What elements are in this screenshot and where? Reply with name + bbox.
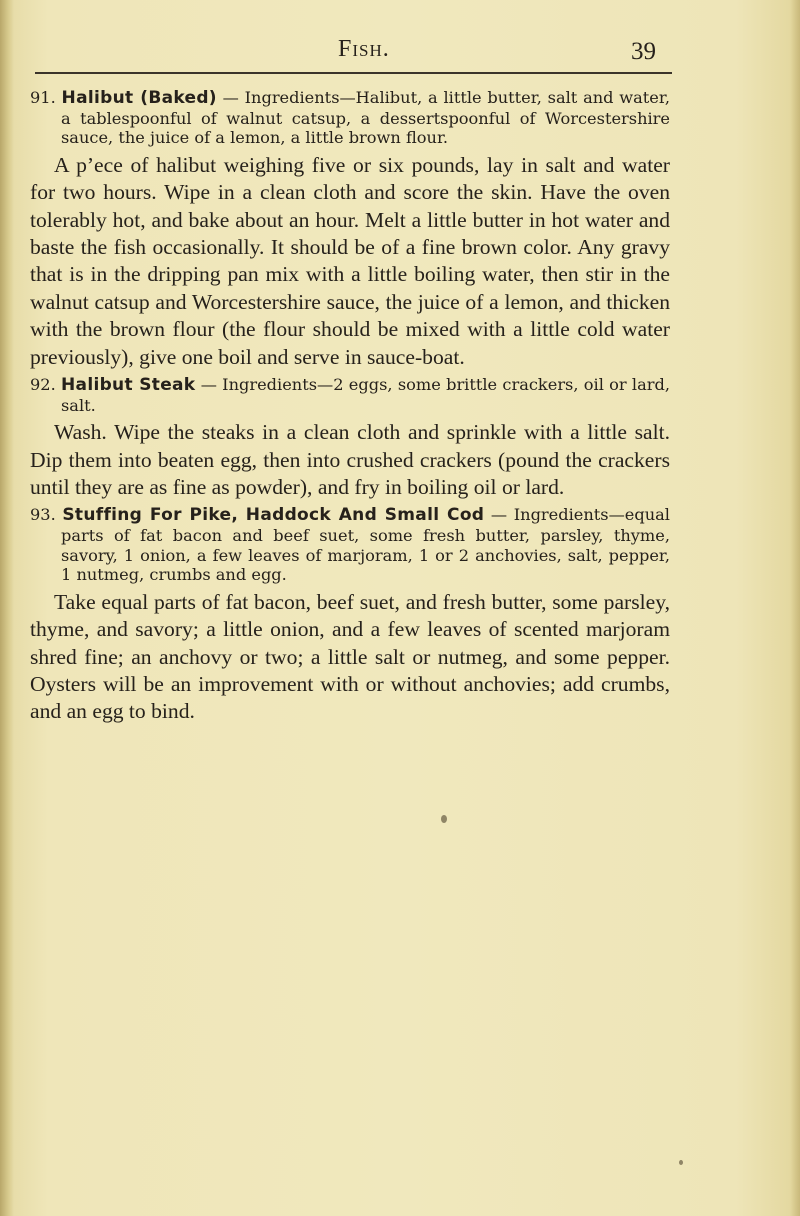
recipe-title: Halibut Steak [61, 375, 196, 396]
title-dash: — [484, 505, 514, 525]
recipe-heading [30, 375, 670, 415]
header-rule [35, 72, 672, 74]
recipe-93 [30, 505, 670, 725]
recipe-title: Halibut (Baked) [61, 88, 217, 108]
recipe-92 [30, 375, 670, 501]
recipe-heading [30, 505, 670, 584]
recipe-instructions: A p’ece of halibut weighing five or six pounds, lay in salt and water for two hours. Wipe in a clean cloth and score the skin. Have the oven tolerably hot, and bake about an hour. Melt a little butter in hot water and baste the fish occasionally. It should be of a fine brown color. Any gravy that is in the dripping pan mix with a little boiling water, then stir in the walnut catsup and Worcestershire sauce, the juice of a lemon, and thicken with the brown flour (the flour should be mixed with a little cold water previously), give one boil and serve in sauce-boat. [30, 152, 670, 369]
recipe-title: Stuffing For Pike, Haddock And Small Cod [62, 505, 485, 526]
recipe-number: 93. [30, 505, 56, 525]
running-head: Fish. [338, 36, 390, 62]
recipe-number: 92. [30, 375, 56, 395]
page-number: 39 [631, 38, 656, 65]
title-dash: — [216, 88, 245, 107]
recipe-91 [30, 88, 670, 371]
paper-speck [679, 1160, 683, 1165]
recipe-ingredients: Ingredients—Halibut, a little butter, salt and water, a tablespoonful of walnut catsup, a dessertspoonful of Worcestershire sauce, the juice of a lemon, a little brown flour. [61, 88, 670, 148]
page-header [0, 30, 800, 70]
recipe-instructions: Wash. Wipe the steaks in a clean cloth and sprinkle with a little salt. Dip them into beaten egg, then into crushed crackers (pound the crackers until they are as fine as powder), and fry in boiling oil or lard. [30, 420, 670, 500]
recipe-number: 91. [30, 88, 56, 107]
page-edge-shadow [790, 0, 800, 1216]
title-dash: — [195, 375, 223, 395]
page-gutter-shadow [0, 0, 14, 1216]
recipe-ingredients: Ingredients—equal parts of fat bacon and beef suet, some fresh butter, parsley, thyme, savory, 1 onion, a few leaves of marjoram, 1 or 2 anchovies, salt, pepper, 1 nutmeg, crumbs and egg. [61, 505, 670, 585]
recipe-heading [30, 88, 670, 148]
page-body [30, 88, 670, 730]
recipe-ingredients: Ingredients—2 eggs, some brittle crackers, oil or lard, salt. [61, 375, 670, 415]
paper-speck [441, 815, 447, 823]
recipe-instructions: Take equal parts of fat bacon, beef suet, and fresh butter, some parsley, thyme, and savory; a little onion, and a few leaves of scented marjoram shred fine; an anchovy or two; a little salt or nutmeg, and some pepper. Oysters will be an improvement with or without anchovies; add crumbs, and an egg to bind. [30, 589, 670, 724]
